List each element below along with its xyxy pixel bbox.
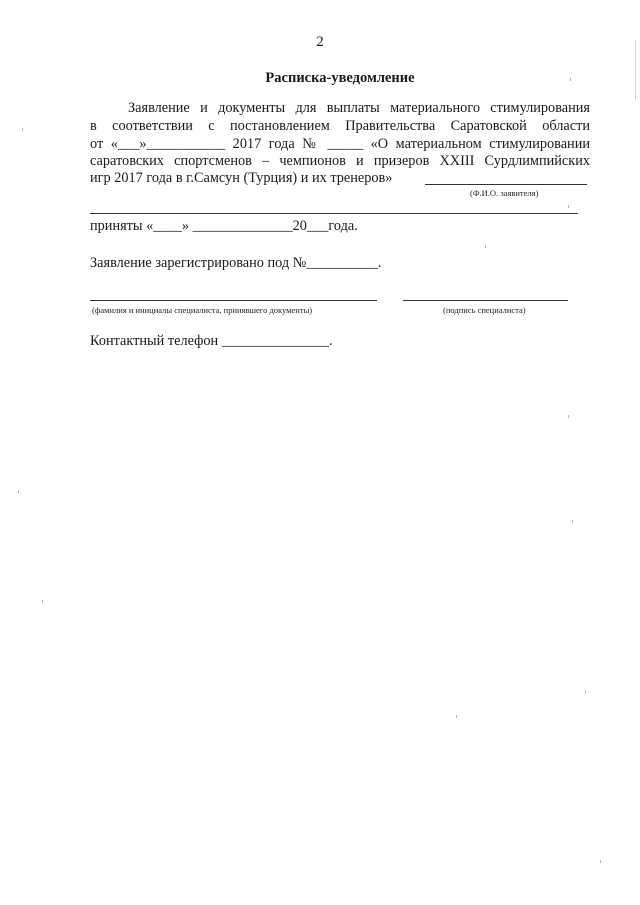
specialist-signature-line: [403, 300, 568, 301]
statement-line-3: от «___»___________ 2017 года № _____ «О материальном стимулировании: [90, 136, 590, 152]
accepted-date-line: приняты «____» ______________20___года.: [90, 218, 358, 234]
applicant-name-caption: (Ф.И.О. заявителя): [470, 188, 539, 198]
statement-line-4: саратовских спортсменов – чемпионов и призеров XXIII Сурдлимпийских: [90, 153, 590, 169]
specialist-name-caption: (фамилия и инициалы специалиста, принявшего документы): [92, 305, 313, 315]
statement-line-5: игр 2017 года в г.Самсун (Турция) и их тренеров»: [90, 170, 393, 186]
specialist-name-line: [90, 300, 377, 301]
registration-number-line: Заявление зарегистрировано под №__________.: [90, 255, 382, 271]
statement-line-2: в соответствии с постановлением Правительства Саратовской области: [90, 118, 590, 134]
document-title: Расписка-уведомление: [265, 70, 415, 86]
applicant-continuation-line: [90, 213, 578, 214]
page-number: 2: [316, 34, 324, 50]
specialist-signature-caption: (подпись специалиста): [443, 305, 526, 315]
statement-line-1: Заявление и документы для выплаты материального стимулирования: [128, 100, 590, 116]
contact-phone-line: Контактный телефон _______________.: [90, 333, 333, 349]
applicant-name-line: [425, 184, 587, 185]
